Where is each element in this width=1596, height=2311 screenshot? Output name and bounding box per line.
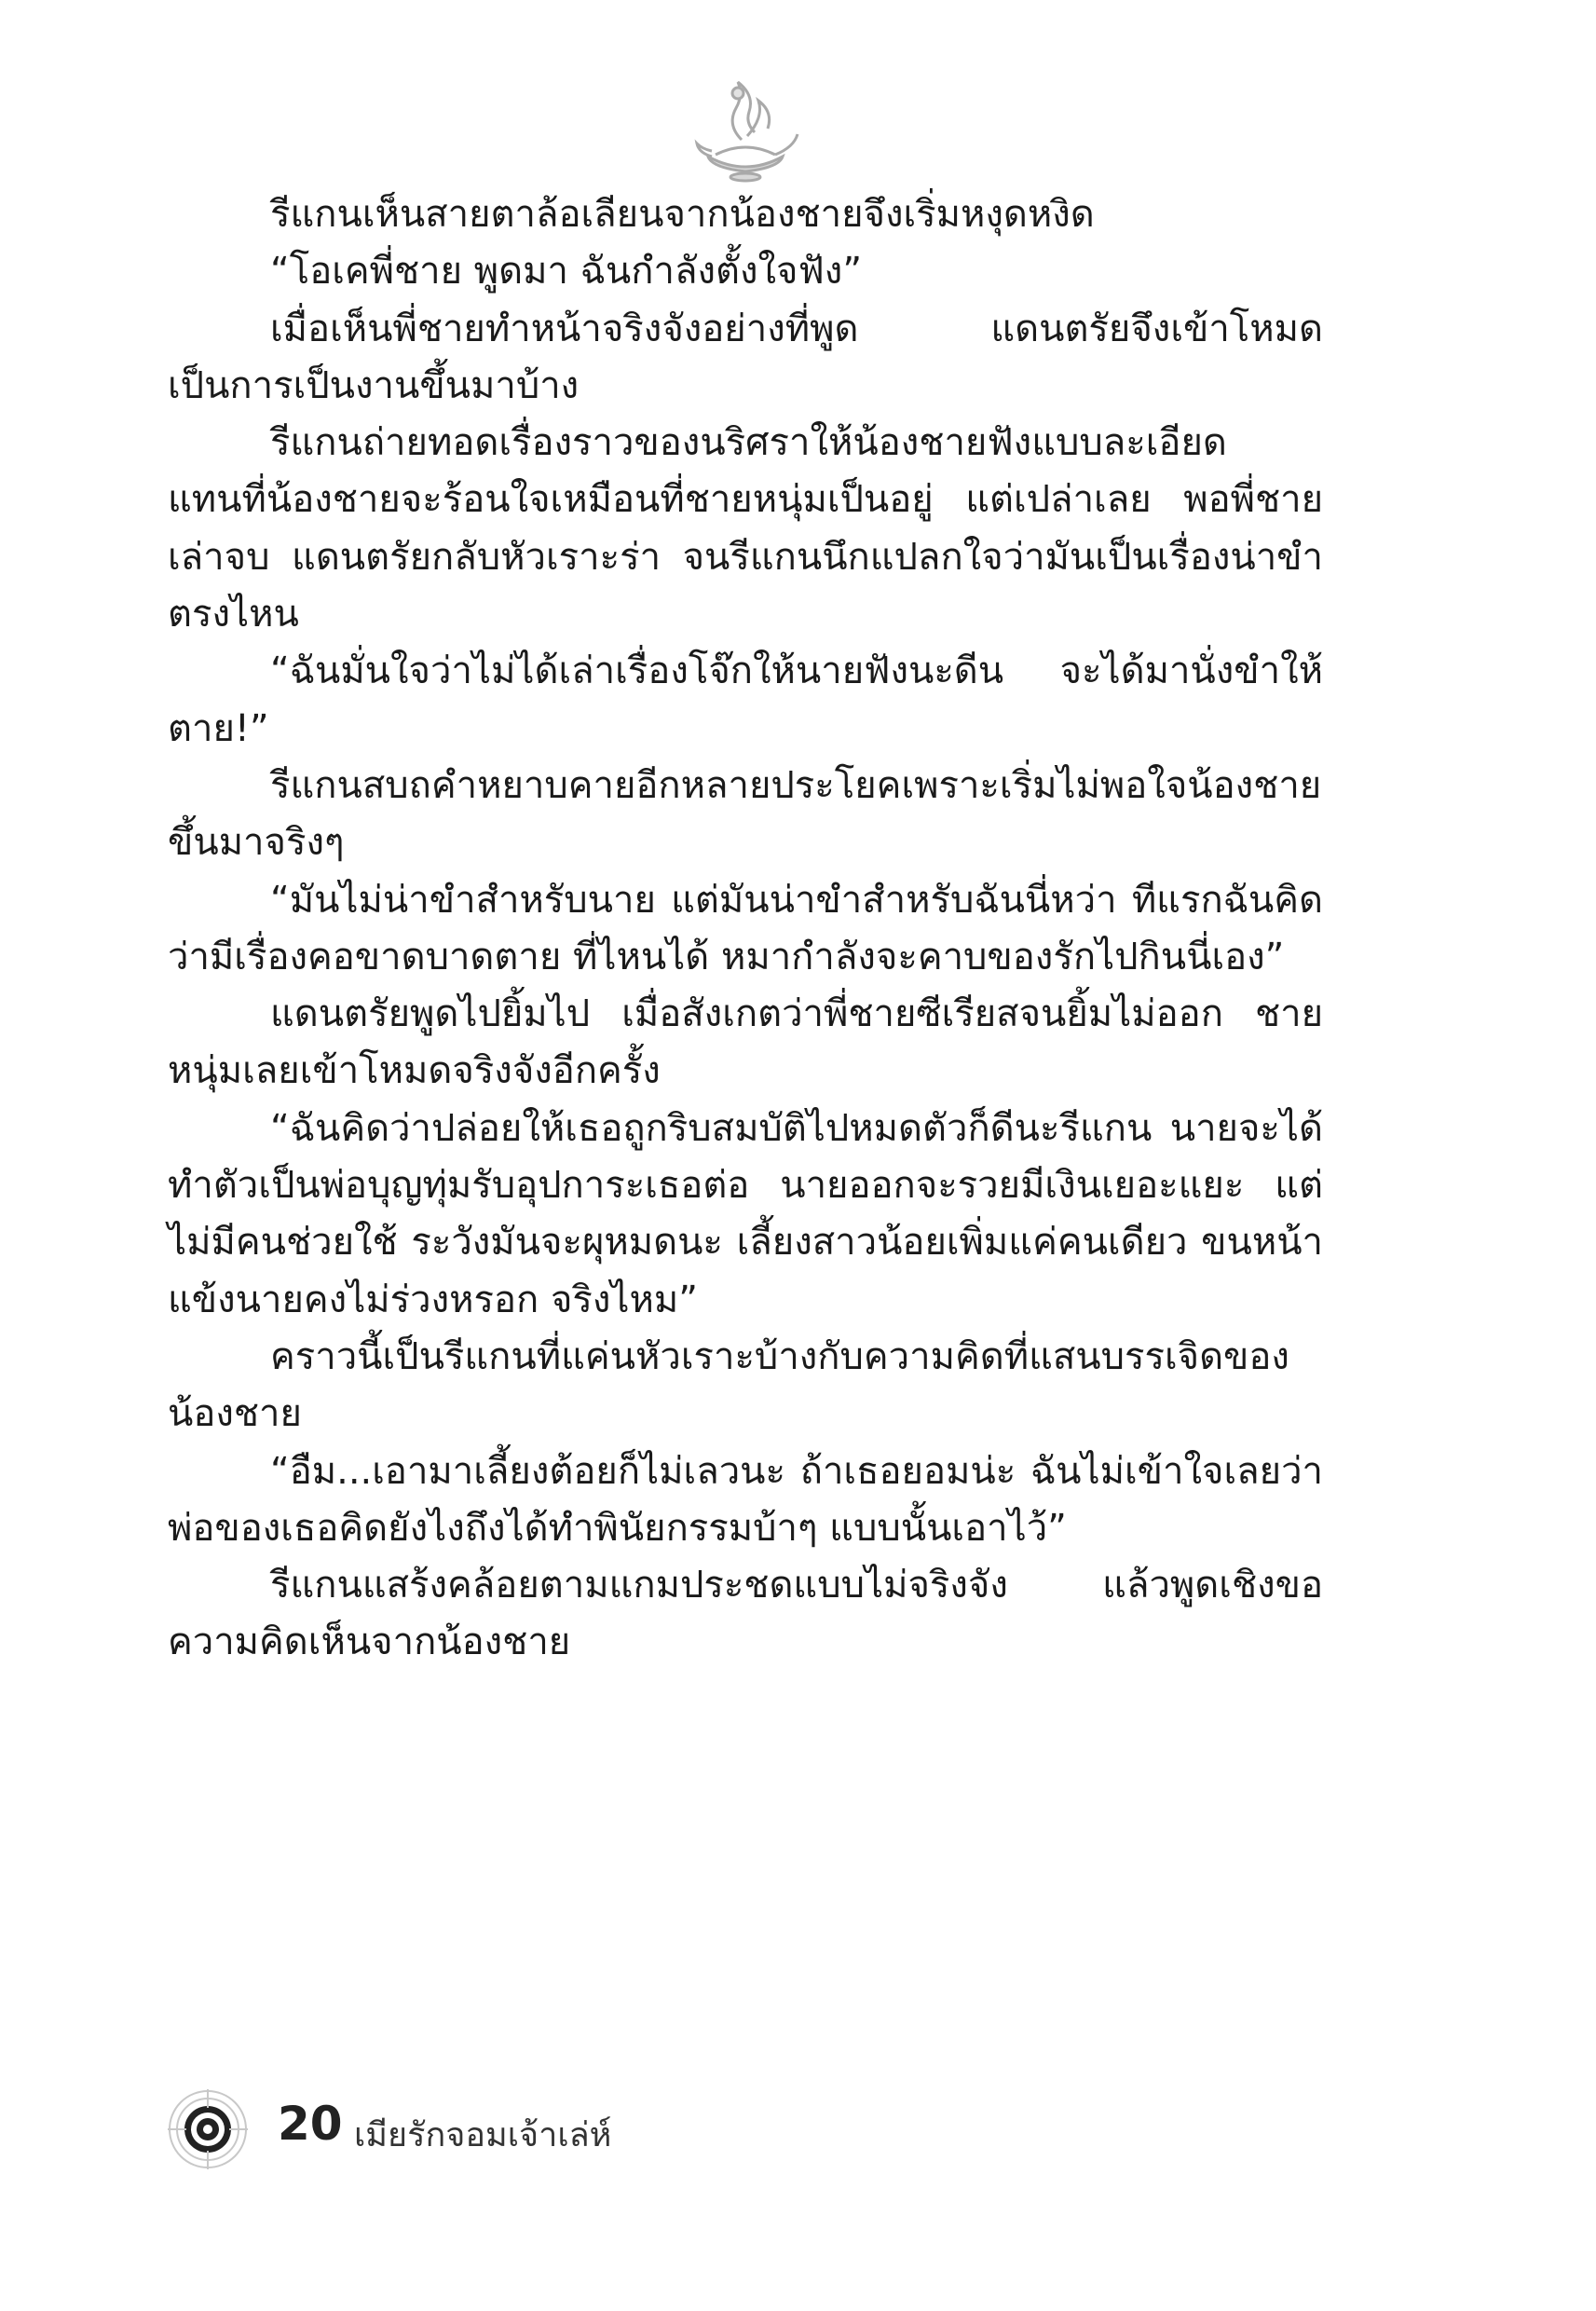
book-title: เมียรักจอมเจ้าเล่ห์	[354, 2116, 612, 2154]
paragraph: “ฉันมั่นใจว่าไม่ได้เล่าเรื่องโจ๊กให้นายฟังนะดีน จะได้มานั่งขำให้ตาย!”	[168, 650, 1323, 750]
paragraph: คราวนี้เป็นรีแกนที่แค่นหัวเราะบ้างกับความคิดที่แสนบรรเจิดของน้องชาย	[168, 1334, 1289, 1436]
paragraph: รีแกนถ่ายทอดเรื่องราวของนริศราให้น้องชายฟังแบบละเอียด แทนที่น้องชายจะร้อนใจเหมือนที่ชายหนุ่มเป็นอยู่ แต่เปล่าเลย พอพี่ชายเล่าจบ แดนตรัยกลับหัวเราะร่า จนรีแกนนึกแปลกใจว่ามันเป็นเรื่องน่าขำตรงไหน	[168, 421, 1323, 636]
paragraph: “อืม...เอามาเลี้ยงต้อยก็ไม่เลวนะ ถ้าเธอยอมน่ะ ฉันไม่เข้าใจเลยว่าพ่อของเธอคิดยังไงถึงได้ทำพินัยกรรมบ้าๆ แบบนั้นเอาไว้”	[168, 1449, 1323, 1550]
paragraph: “ฉันคิดว่าปล่อยให้เธอถูกริบสมบัติไปหมดตัวก็ดีนะรีแกน นายจะได้ทำตัวเป็นพ่อบุญทุ่มรับอุปการะเธอต่อ นายออกจะรวยมีเงินเยอะแยะ แต่ไม่มีคนช่วยใช้ ระวังมันจะผุหมดนะ เลี้ยงสาวน้อยเพิ่มแค่คนเดียว ขนหน้าแข้งนายคงไม่ร่วงหรอก จริงไหม”	[168, 1106, 1323, 1321]
page-number: 20	[278, 2097, 343, 2151]
paragraph: “มันไม่น่าขำสำหรับนาย แต่มันน่าขำสำหรับฉันนี่หว่า ทีแรกฉันคิดว่ามีเรื่องคอขาดบาดตาย ที่ไหนได้ หมากำลังจะคาบของรักไปกินนี่เอง”	[168, 878, 1323, 978]
paragraph: รีแกนเห็นสายตาล้อเลียนจากน้องชายจึงเริ่มหงุดหงิด	[270, 193, 1095, 236]
paragraph: แดนตรัยพูดไปยิ้มไป เมื่อสังเกตว่าพี่ชายซีเรียสจนยิ้มไม่ออก ชายหนุ่มเลยเข้าโหมดจริงจังอีกครั้ง	[168, 992, 1323, 1093]
page-footer	[168, 2087, 1099, 2171]
target-icon	[168, 2089, 248, 2169]
paragraph: เมื่อเห็นพี่ชายทำหน้าจริงจังอย่างที่พูด แดนตรัยจึงเข้าโหมดเป็นการเป็นงานขึ้นมาบ้าง	[168, 307, 1323, 407]
paragraph: รีแกนแสร้งคล้อยตามแกมประชดแบบไม่จริงจัง แล้วพูดเชิงขอความคิดเห็นจากน้องชาย	[168, 1564, 1323, 1664]
body-text	[168, 186, 1323, 1672]
magic-lamp-icon	[689, 75, 801, 186]
paragraph: รีแกนสบถคำหยาบคายอีกหลายประโยคเพราะเริ่มไม่พอใจน้องชายขึ้นมาจริงๆ	[168, 763, 1322, 865]
paragraph: “โอเคพี่ชาย พูดมา ฉันกำลังตั้งใจฟัง”	[270, 250, 863, 294]
